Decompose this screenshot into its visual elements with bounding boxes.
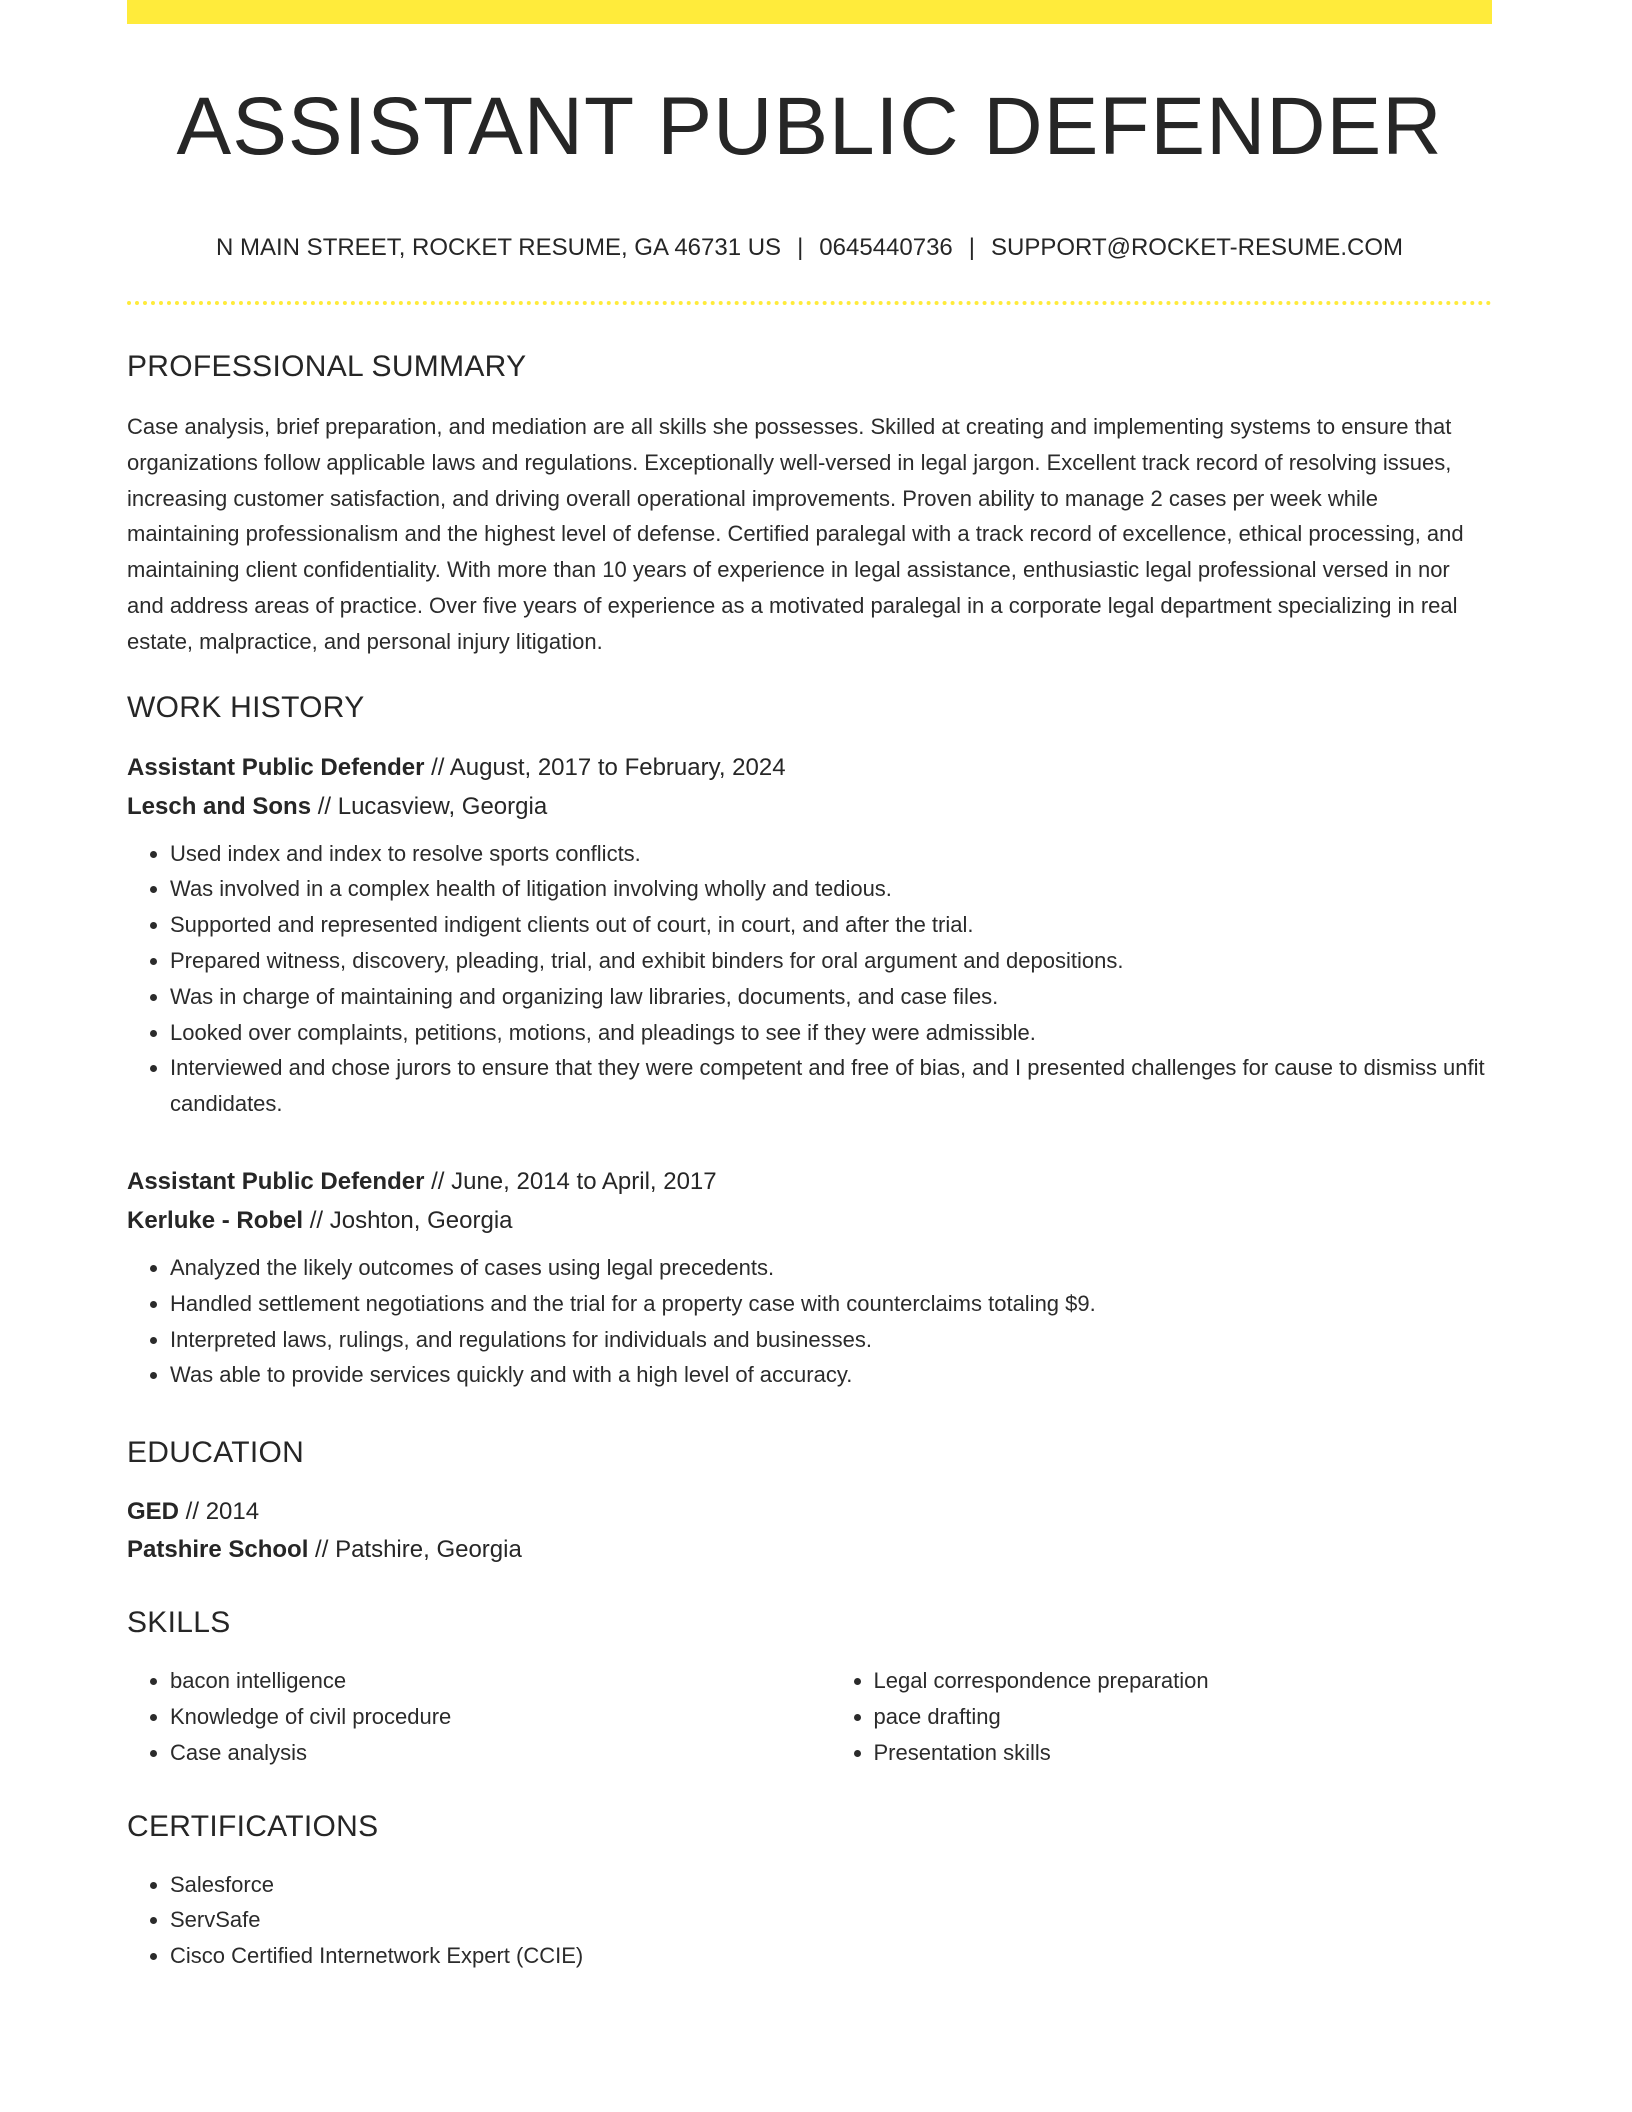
resume-title: ASSISTANT PUBLIC DEFENDER [176,81,1443,172]
skill-item: • pace drafting [874,1699,1493,1735]
job-company-line [127,1201,1492,1240]
contact-separator: | [968,234,976,262]
education-heading: EDUCATION [127,1436,305,1470]
work-history-section [127,690,1492,1394]
job-title-line [127,1162,1492,1201]
school-location: // Patshire, Georgia [308,1536,522,1564]
address: N MAIN STREET, ROCKET RESUME, GA 46731 US [216,234,782,262]
skill-item: • Legal correspondence preparation [874,1663,1493,1699]
certifications-heading: CERTIFICATIONS [127,1809,379,1843]
skill-item: • Case analysis [170,1735,789,1771]
job-duty: • Analyzed the likely outcomes of cases using legal precedents. [170,1250,1492,1286]
summary-text: Case analysis, brief preparation, and mediation are all skills she possesses. Skilled at creating and implementing systems to ensure that organizations follow applicable laws and regulations. Exceptionally well-versed in legal jargon. Excellent track record of resolving issues, increasing customer satisfaction, and driving overall operational improvements. Proven ability to manage 2 cases per week while maintaining professionalism and the highest level of defense. Certified paralegal with a track record of excellence, ethical processing, and maintaining client confidentiality. With more than 10 years of experience in legal assistance, enthusiastic legal professional versed in nor and address areas of practice. Over five years of experience as a motivated paralegal in a corporate legal department specializing in real estate, malpractice, and personal injury litigation. [127,413,1464,654]
graduation-year: // 2014 [179,1498,260,1526]
job-company-line [127,787,1492,826]
jobs-list [127,748,1492,1394]
certification-item: • Salesforce [170,1867,1492,1903]
resume-page [127,0,1492,1974]
skills-column-right [831,1663,1493,1770]
job-entry [127,1162,1492,1393]
job-title: Assistant Public Defender [127,1167,425,1195]
job-dates: // June, 2014 to April, 2017 [424,1167,717,1195]
job-title-line [127,748,1492,787]
job-duty: • Was involved in a complex health of litigation involving wholly and tedious. [170,871,1492,907]
school-line [127,1531,1492,1569]
company-location: // Joshton, Georgia [303,1206,513,1234]
degree: GED [127,1498,180,1526]
skill-item: • bacon intelligence [170,1663,789,1699]
skill-item: • Presentation skills [874,1735,1493,1771]
job-duty: • Interviewed and chose jurors to ensure that they were competent and free of bias, and I presented challenges for cause to dismiss unfit candidates. [170,1050,1492,1122]
summary-heading: PROFESSIONAL SUMMARY [127,349,527,383]
work-history-heading: WORK HISTORY [127,690,365,724]
job-entry [127,748,1492,1122]
summary-section [127,349,1492,660]
certifications-section [127,1809,1492,1974]
job-duty: • Looked over complaints, petitions, motions, and pleadings to see if they were admissible. [170,1015,1492,1051]
skills-section [127,1605,1492,1770]
skills-column-left [127,1663,789,1770]
certifications-list [127,1867,1492,1974]
job-duties-list [127,1250,1492,1393]
skills-heading: SKILLS [127,1606,231,1640]
certification-item: • Cisco Certified Internetwork Expert (CCIE) [170,1938,1492,1974]
education-entry [127,1493,1492,1569]
skill-item: • Knowledge of civil procedure [170,1699,789,1735]
education-section [127,1435,1492,1569]
job-duty: • Used index and index to resolve sports conflicts. [170,836,1492,872]
job-duty: • Was in charge of maintaining and organizing law libraries, documents, and case files. [170,979,1492,1015]
company-name: Kerluke - Robel [127,1206,304,1234]
dotted-divider [127,301,1492,305]
job-title: Assistant Public Defender [127,753,425,781]
contact-line [127,234,1492,263]
job-duties-list [127,836,1492,1122]
company-location: // Lucasview, Georgia [311,792,548,820]
phone: 0645440736 [819,234,953,262]
job-duty: • Was able to provide services quickly and with a high level of accuracy. [170,1357,1492,1393]
job-duty: • Interpreted laws, rulings, and regulations for individuals and businesses. [170,1322,1492,1358]
job-duty: • Prepared witness, discovery, pleading, trial, and exhibit binders for oral argument and depositions. [170,943,1492,979]
job-dates: // August, 2017 to February, 2024 [424,753,786,781]
accent-bar [127,0,1492,24]
company-name: Lesch and Sons [127,792,312,820]
contact-separator: | [797,234,804,262]
email: SUPPORT@ROCKET-RESUME.COM [991,234,1403,262]
school-name: Patshire School [127,1536,309,1564]
job-duty: • Supported and represented indigent clients out of court, in court, and after the trial. [170,907,1492,943]
skills-grid [127,1663,1492,1770]
certification-item: • ServSafe [170,1902,1492,1938]
degree-line [127,1493,1492,1531]
job-duty: • Handled settlement negotiations and the trial for a property case with counterclaims totaling $9. [170,1286,1492,1322]
